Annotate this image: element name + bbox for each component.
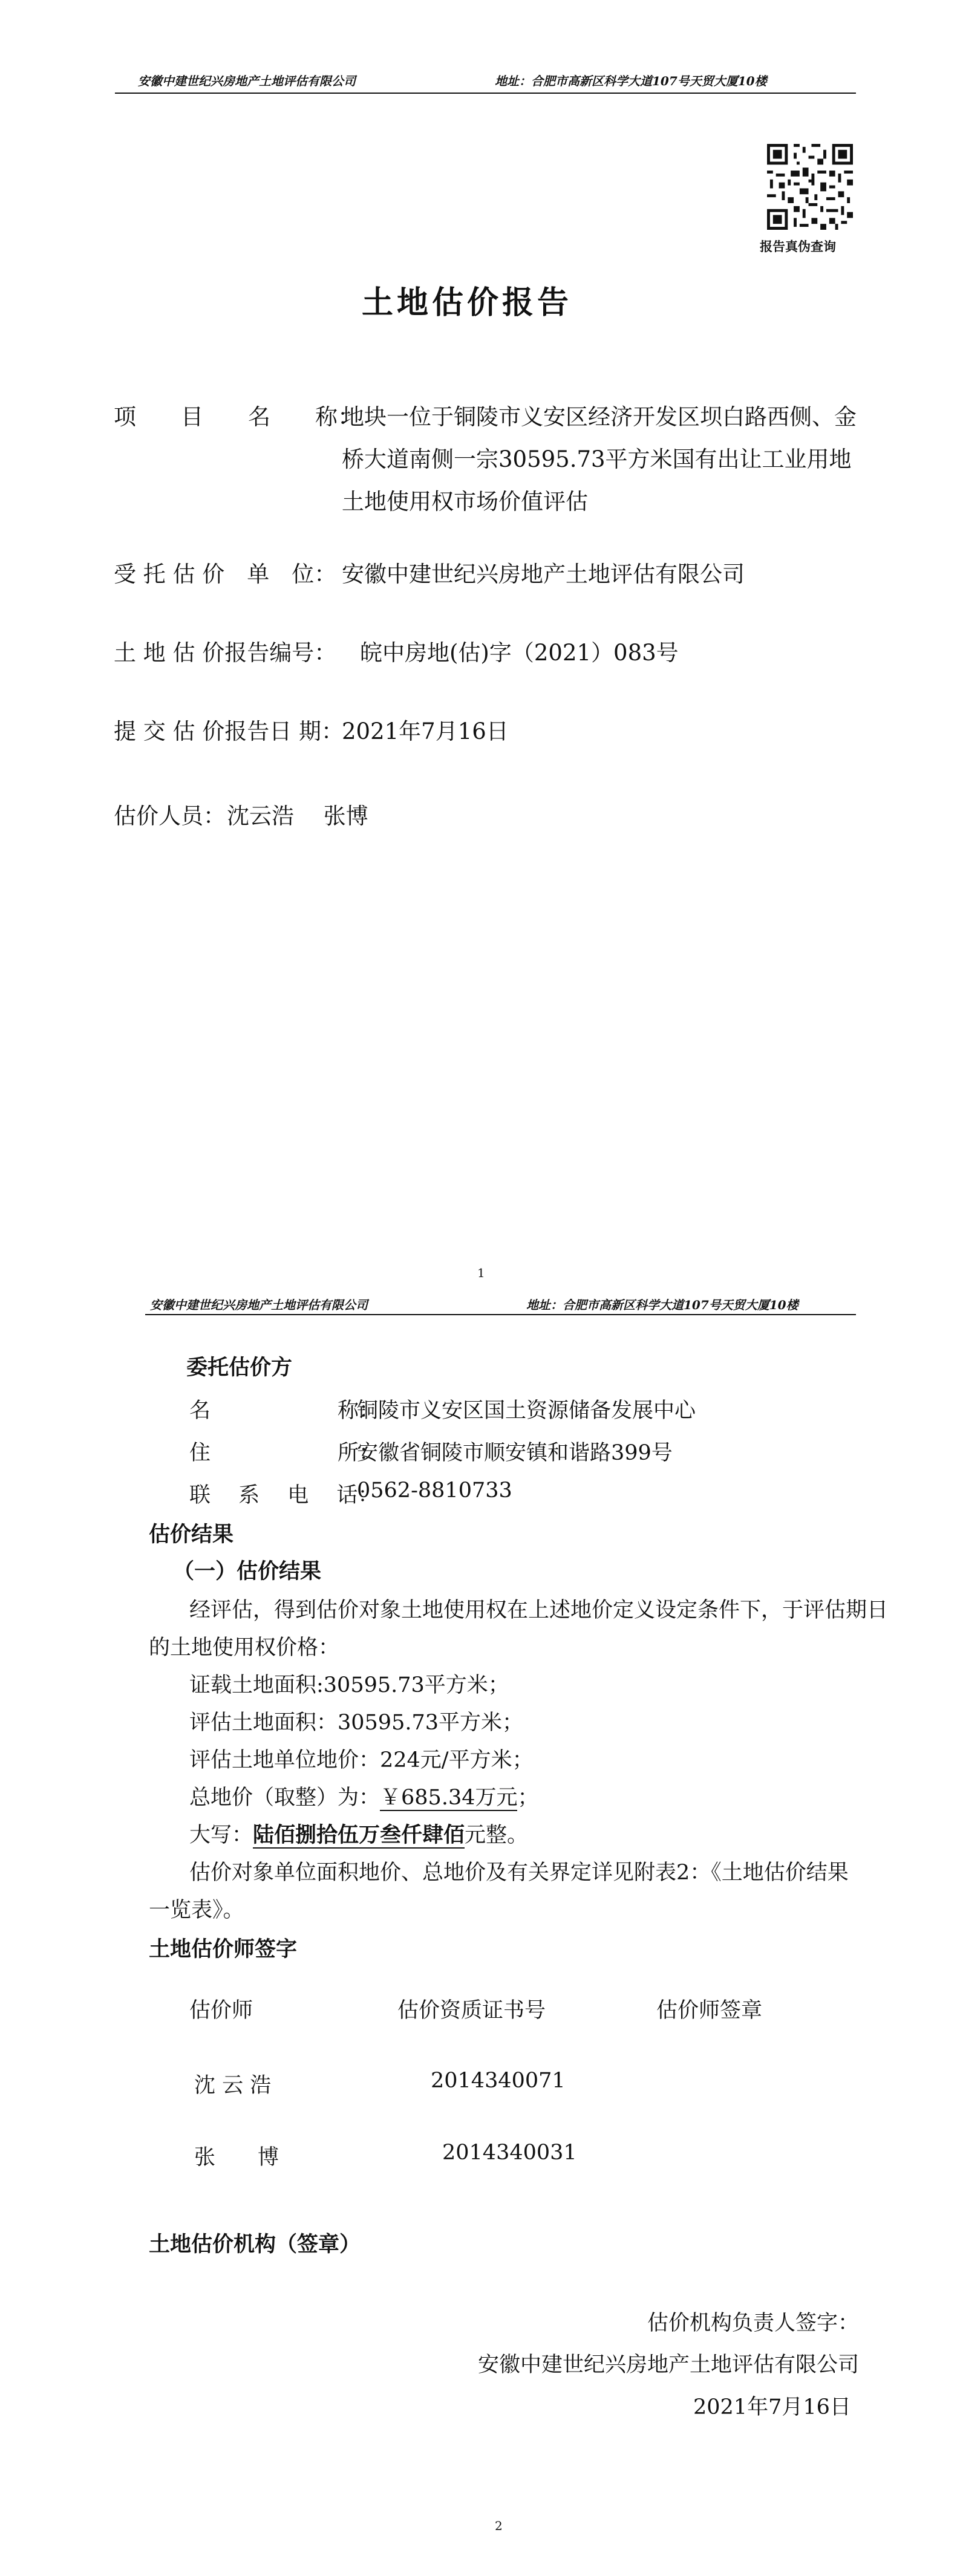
appraiser-name-2: 张 博 xyxy=(194,2145,279,2170)
project-line-2: 桥大道南侧一宗30595.73平方米国有出让工业用地 xyxy=(342,446,852,472)
result-heading: 估价结果 xyxy=(149,1522,234,1547)
page2-header-left: 安徽中建世纪兴房地产土地评估有限公司 xyxy=(150,1298,368,1312)
client-tel-label: 联 系 电 话： xyxy=(189,1483,379,1508)
result-paragraph-line-1: 经评估，得到估价对象土地使用权在上述地价定义设定条件下，于评估期日 xyxy=(189,1598,889,1622)
unit-land-price: 评估土地单位地价：224元/平方米； xyxy=(189,1748,534,1772)
appraiser-name-1: 沈 云 浩 xyxy=(194,2073,272,2098)
table-header-cert-no: 估价资质证书号 xyxy=(397,1999,546,2023)
appraisers-label: 估价人员： xyxy=(114,803,226,829)
entrusted-value: 安徽中建世纪兴房地产土地评估有限公司 xyxy=(342,561,745,587)
page-number-1: 1 xyxy=(477,1266,485,1280)
result-paragraph-line-2: 的土地使用权价格： xyxy=(149,1636,340,1660)
appraisers-value: 沈云浩 张博 xyxy=(227,803,368,829)
signing-date: 2021年7月16日 xyxy=(693,2395,851,2419)
capital-end: 元整。 xyxy=(465,1823,529,1847)
page-title: 土地估价报告 xyxy=(362,284,573,321)
signature-heading: 土地估价师签字 xyxy=(149,1937,298,1962)
client-heading: 委托估价方 xyxy=(186,1355,293,1380)
report-no-label: 土 地 估 价报告编号： xyxy=(114,640,337,666)
capital-value: 陆佰捌拾伍万叁仟肆佰 xyxy=(253,1823,465,1847)
page1-header-rule xyxy=(115,93,856,94)
evaluated-area: 评估土地面积：30595.73平方米； xyxy=(189,1711,524,1735)
project-line-1: 地块一位于铜陵市义安区经济开发区坝白路西侧、金 xyxy=(342,404,857,430)
certified-area: 证载土地面积:30595.73平方米； xyxy=(189,1673,509,1697)
client-address-value: 安徽省铜陵市顺安镇和谐路399号 xyxy=(357,1441,673,1465)
table-header-seal: 估价师签章 xyxy=(656,1999,763,2023)
total-land-price xyxy=(189,1781,539,1811)
qr-code-icon[interactable] xyxy=(767,144,853,230)
project-line-3: 土地使用权市场价值评估 xyxy=(342,489,588,515)
total-price-value: ￥685.34万元 xyxy=(380,1786,518,1810)
page2-header-rule xyxy=(145,1314,856,1315)
appraiser-cert-2: 2014340031 xyxy=(442,2141,577,2165)
page-number-2: 2 xyxy=(495,2519,503,2533)
client-tel-value: 0562-8810733 xyxy=(357,1478,512,1503)
table-header-appraiser: 估价师 xyxy=(189,1999,253,2023)
detail-line-1: 估价对象单位面积地价、总地价及有关界定详见附表2：《土地估价结果 xyxy=(189,1861,849,1885)
total-price-end: ； xyxy=(517,1786,539,1810)
qr-caption: 报告真伪查询 xyxy=(760,239,836,254)
capital-label: 大写： xyxy=(189,1823,253,1847)
org-heading: 土地估价机构（签章） xyxy=(149,2232,361,2257)
capital-amount xyxy=(189,1818,528,1849)
org-name: 安徽中建世纪兴房地产土地评估有限公司 xyxy=(478,2353,860,2377)
detail-line-2: 一览表》。 xyxy=(149,1898,244,1922)
report-no-value: 皖中房地(估)字（2021）083号 xyxy=(360,640,679,666)
responsible-signature: 估价机构负责人签字： xyxy=(647,2311,860,2335)
entrusted-label: 受 托 估 价 单 位： xyxy=(114,561,337,587)
client-name-value: 铜陵市义安区国土资源储备发展中心 xyxy=(357,1399,696,1423)
submit-date-label: 提 交 估 价报告日 期： xyxy=(114,718,344,744)
total-price-label: 总地价（取整）为： xyxy=(189,1786,380,1810)
page1-header-left: 安徽中建世纪兴房地产土地评估有限公司 xyxy=(138,74,356,88)
appraiser-cert-1: 2014340071 xyxy=(431,2069,566,2093)
result-subheading: （一）估价结果 xyxy=(173,1559,322,1584)
page2-header-right: 地址：合肥市高新区科学大道107号天贸大厦10楼 xyxy=(526,1298,798,1312)
page1-header-right: 地址：合肥市高新区科学大道107号天贸大厦10楼 xyxy=(495,74,767,88)
submit-date-value: 2021年7月16日 xyxy=(342,718,509,744)
client-name-label: 名 称： xyxy=(189,1399,380,1423)
project-label: 项 目 名 称： xyxy=(114,404,360,430)
client-address-label: 住 所： xyxy=(189,1441,380,1465)
